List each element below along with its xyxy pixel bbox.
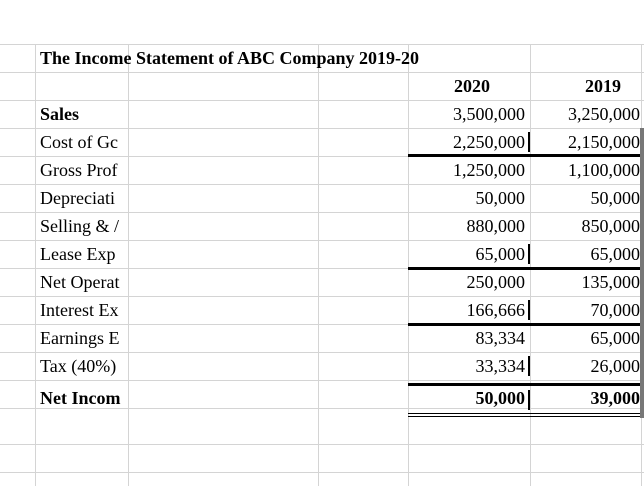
value-2020[interactable]: 50,000 [475, 188, 525, 208]
row-label[interactable]: Cost of Gc [40, 132, 118, 152]
double-underline-rule [408, 413, 641, 414]
value-2019[interactable]: 70,000 [590, 300, 640, 320]
double-underline-rule [408, 416, 641, 417]
row-label[interactable]: Interest Ex [40, 300, 119, 320]
row-label[interactable]: Earnings E [40, 328, 120, 348]
grid-row-line [0, 472, 644, 473]
subtotal-rule [408, 267, 641, 270]
year-header-2020[interactable]: 2020 [454, 76, 490, 96]
cell-border-mark [528, 244, 530, 264]
statement-title[interactable]: The Income Statement of ABC Company 2019-20 [40, 48, 419, 68]
row-label[interactable]: Net Operat [40, 272, 120, 292]
cell-border-mark [528, 132, 530, 152]
subtotal-rule [408, 154, 641, 157]
grid-column-line [128, 44, 129, 486]
value-2020[interactable]: 83,334 [475, 328, 525, 348]
row-label[interactable]: Depreciati [40, 188, 115, 208]
row-label[interactable]: Gross Prof [40, 160, 118, 180]
value-2019[interactable]: 39,000 [590, 388, 640, 408]
year-header-2019[interactable]: 2019 [585, 76, 621, 96]
value-2019[interactable]: 850,000 [581, 216, 640, 236]
vertical-scrollbar[interactable] [640, 128, 644, 418]
row-label[interactable]: Lease Exp [40, 244, 116, 264]
row-label[interactable]: Tax (40%) [40, 356, 117, 376]
cell-border-mark [528, 356, 530, 376]
value-2019[interactable]: 2,150,000 [568, 132, 640, 152]
grid-row-line [0, 444, 644, 445]
value-2020[interactable]: 2,250,000 [453, 132, 525, 152]
value-2020[interactable]: 1,250,000 [453, 160, 525, 180]
value-2019[interactable]: 65,000 [590, 244, 640, 264]
grid-column-line [35, 44, 36, 486]
value-2020[interactable]: 3,500,000 [453, 104, 525, 124]
cell-border-mark [528, 300, 530, 320]
cell-border-mark [528, 390, 530, 410]
value-2019[interactable]: 26,000 [590, 356, 640, 376]
row-label[interactable]: Net Incom [40, 388, 121, 408]
value-2019[interactable]: 3,250,000 [568, 104, 640, 124]
value-2020[interactable]: 65,000 [475, 244, 525, 264]
value-2020[interactable]: 50,000 [475, 388, 525, 408]
subtotal-rule [408, 383, 641, 386]
value-2019[interactable]: 50,000 [590, 188, 640, 208]
value-2019[interactable]: 135,000 [581, 272, 640, 292]
value-2020[interactable]: 33,334 [475, 356, 525, 376]
value-2020[interactable]: 880,000 [466, 216, 525, 236]
subtotal-rule [408, 323, 641, 326]
grid-column-line [318, 44, 319, 486]
value-2019[interactable]: 65,000 [590, 328, 640, 348]
row-label[interactable]: Selling & / [40, 216, 120, 236]
grid-row-line [0, 380, 644, 381]
row-label[interactable]: Sales [40, 104, 80, 124]
value-2020[interactable]: 250,000 [466, 272, 525, 292]
value-2019[interactable]: 1,100,000 [568, 160, 640, 180]
value-2020[interactable]: 166,666 [466, 300, 525, 320]
